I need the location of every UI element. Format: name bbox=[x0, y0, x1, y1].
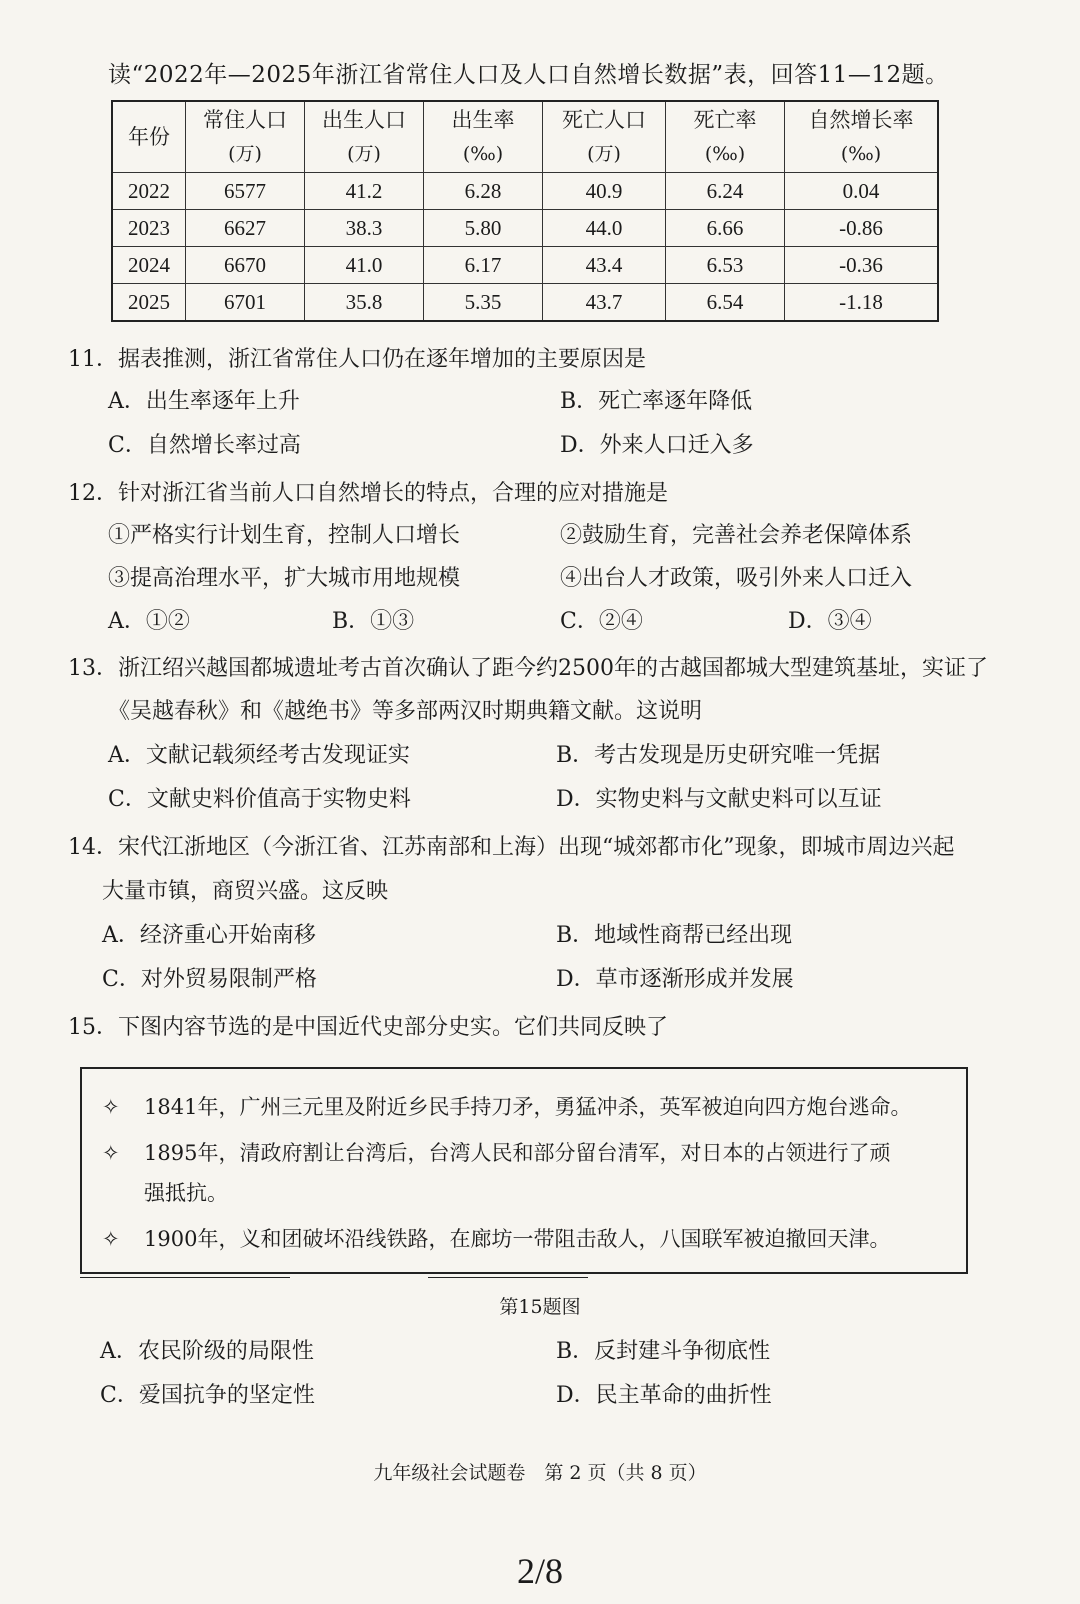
header-births: 出生人口 (万) bbox=[305, 101, 424, 173]
table-cell: 35.8 bbox=[305, 284, 424, 322]
q12-statement-2: ②鼓励生育，完善社会养老保障体系 bbox=[560, 523, 913, 548]
table-cell: 41.0 bbox=[305, 247, 424, 284]
q13-stem-line2: 《吴越春秋》和《越绝书》等多部两汉时期典籍文献。这说明 bbox=[108, 699, 703, 724]
q14-option-d[interactable]: D．草市逐渐形成并发展 bbox=[556, 967, 794, 992]
q11-option-a[interactable]: A．出生率逐年上升 bbox=[108, 389, 300, 414]
q12-option-b[interactable]: B．①③ bbox=[332, 609, 415, 634]
q15-option-c[interactable]: C．爱国抗争的坚定性 bbox=[100, 1383, 315, 1408]
figure-underline-center bbox=[428, 1277, 588, 1278]
table-cell: 44.0 bbox=[543, 210, 666, 247]
q13-option-c[interactable]: C．文献史料价值高于实物史料 bbox=[108, 787, 411, 812]
table-cell: 2023 bbox=[112, 210, 186, 247]
q15-stem: 15．下图内容节选的是中国近代史部分史实。它们共同反映了 bbox=[68, 1015, 668, 1040]
q12-option-d[interactable]: D．③④ bbox=[788, 609, 872, 634]
table-cell: 0.04 bbox=[785, 173, 939, 210]
q11-option-c[interactable]: C．自然增长率过高 bbox=[108, 433, 301, 458]
q13-option-a[interactable]: A．文献记载须经考古发现证实 bbox=[108, 743, 410, 768]
q14-option-c[interactable]: C．对外贸易限制严格 bbox=[102, 967, 317, 992]
q12-option-a[interactable]: A．①② bbox=[108, 609, 190, 634]
q15-fact-1841: ✧ 1841年，广州三元里及附近乡民手持刀矛，勇猛冲杀，英军被迫向四方炮台逃命。 bbox=[102, 1095, 912, 1119]
table-cell: -1.18 bbox=[785, 284, 939, 322]
table-row bbox=[112, 247, 938, 284]
table-row bbox=[112, 210, 938, 247]
table-cell: 6.24 bbox=[666, 173, 785, 210]
table-cell: 43.4 bbox=[543, 247, 666, 284]
figure-underline-left bbox=[80, 1277, 290, 1278]
q15-figure-box bbox=[80, 1067, 968, 1274]
table-cell: 41.2 bbox=[305, 173, 424, 210]
table-cell: -0.36 bbox=[785, 247, 939, 284]
table-header-row bbox=[112, 101, 938, 173]
q11-option-b[interactable]: B．死亡率逐年降低 bbox=[560, 389, 753, 414]
q12-option-c[interactable]: C．②④ bbox=[560, 609, 643, 634]
header-death-rate: 死亡率 (‰) bbox=[666, 101, 785, 173]
q15-figure-caption: 第15题图 bbox=[499, 1296, 581, 1318]
header-birth-rate: 出生率 (‰) bbox=[424, 101, 543, 173]
q14-stem-line2: 大量市镇，商贸兴盛。这反映 bbox=[102, 879, 389, 904]
q12-statement-3: ③提高治理水平，扩大城市用地规模 bbox=[108, 566, 461, 591]
q15-fact-1900: ✧ 1900年，义和团破坏沿线铁路，在廊坊一带阻击敌人，八国联军被迫撤回天津。 bbox=[102, 1227, 891, 1251]
header-year: 年份 bbox=[112, 101, 186, 173]
diamond-star-icon: ✧ bbox=[102, 1141, 120, 1165]
table-cell: 2022 bbox=[112, 173, 186, 210]
header-resident: 常住人口 (万) bbox=[186, 101, 305, 173]
q15-fact-1895-cont: 强抵抗。 bbox=[144, 1181, 228, 1205]
q12-statement-1: ①严格实行计划生育，控制人口增长 bbox=[108, 523, 461, 548]
page-number: 2/8 bbox=[516, 1551, 563, 1591]
table-cell: 6.66 bbox=[666, 210, 785, 247]
table-cell: 5.35 bbox=[424, 284, 543, 322]
table-row bbox=[112, 173, 938, 210]
q12-statement-4: ④出台人才政策，吸引外来人口迁入 bbox=[560, 566, 913, 591]
table-cell: 6.53 bbox=[666, 247, 785, 284]
table-cell: 43.7 bbox=[543, 284, 666, 322]
q15-option-d[interactable]: D．民主革命的曲折性 bbox=[556, 1383, 772, 1408]
q15-option-a[interactable]: A．农民阶级的局限性 bbox=[100, 1339, 314, 1364]
q11-stem: 11．据表推测，浙江省常住人口仍在逐年增加的主要原因是 bbox=[68, 347, 646, 372]
table-cell: 6.54 bbox=[666, 284, 785, 322]
q13-stem-line1: 13．浙江绍兴越国都城遗址考古首次确认了距今约2500年的古越国都城大型建筑基址，实证了 bbox=[68, 656, 988, 681]
diamond-star-icon: ✧ bbox=[102, 1227, 120, 1251]
header-natural-growth: 自然增长率 (‰) bbox=[785, 101, 939, 173]
table-cell: 40.9 bbox=[543, 173, 666, 210]
q14-option-b[interactable]: B．地域性商帮已经出现 bbox=[556, 923, 793, 948]
table-row bbox=[112, 284, 938, 322]
table-cell: 6701 bbox=[186, 284, 305, 322]
table-cell: 2025 bbox=[112, 284, 186, 322]
table-cell: 6.28 bbox=[424, 173, 543, 210]
q13-option-d[interactable]: D．实物史料与文献史料可以互证 bbox=[556, 787, 882, 812]
q11-option-d[interactable]: D．外来人口迁入多 bbox=[560, 433, 754, 458]
table-cell: 6577 bbox=[186, 173, 305, 210]
q12-stem: 12．针对浙江省当前人口自然增长的特点，合理的应对措施是 bbox=[68, 481, 668, 506]
q14-option-a[interactable]: A．经济重心开始南移 bbox=[102, 923, 316, 948]
q15-fact-1895: ✧ 1895年，清政府割让台湾后，台湾人民和部分留台清军，对日本的占领进行了顽 bbox=[102, 1141, 891, 1165]
page-footer: 九年级社会试题卷 第 2 页（共 8 页） bbox=[373, 1462, 707, 1484]
diamond-star-icon: ✧ bbox=[102, 1095, 120, 1119]
table-cell: 6627 bbox=[186, 210, 305, 247]
q15-option-b[interactable]: B．反封建斗争彻底性 bbox=[556, 1339, 771, 1364]
table-intro: 读“2022年—2025年浙江省常住人口及人口自然增长数据”表，回答11—12题。 bbox=[108, 62, 949, 88]
table-cell: -0.86 bbox=[785, 210, 939, 247]
table-cell: 2024 bbox=[112, 247, 186, 284]
table-cell: 5.80 bbox=[424, 210, 543, 247]
q14-stem-line1: 14．宋代江浙地区（今浙江省、江苏南部和上海）出现“城郊都市化”现象，即城市周边兴起 bbox=[68, 835, 955, 860]
q13-option-b[interactable]: B．考古发现是历史研究唯一凭据 bbox=[556, 743, 881, 768]
table-cell: 38.3 bbox=[305, 210, 424, 247]
table-cell: 6670 bbox=[186, 247, 305, 284]
table-cell: 6.17 bbox=[424, 247, 543, 284]
population-table bbox=[111, 100, 939, 322]
header-deaths: 死亡人口 (万) bbox=[543, 101, 666, 173]
